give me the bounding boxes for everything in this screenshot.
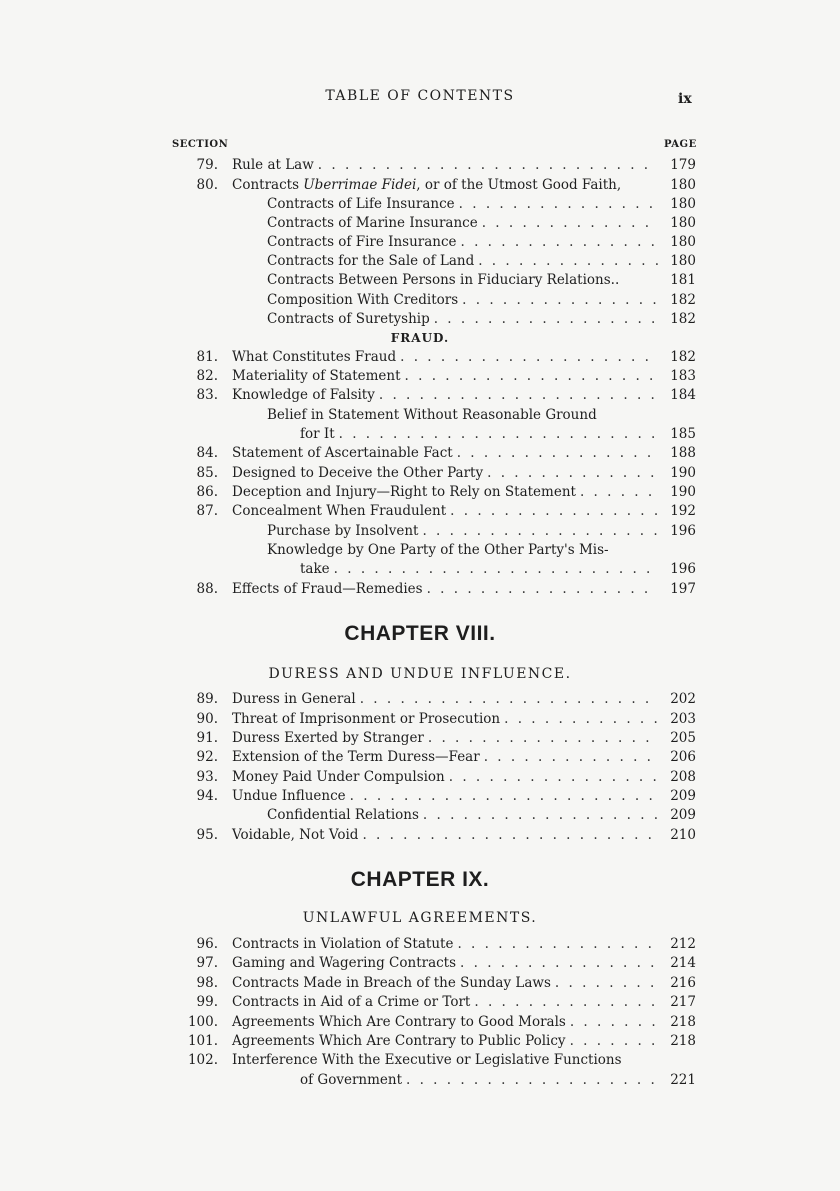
section-number: 95. [196, 827, 218, 843]
entry-title: Agreements Which Are Contrary to Good Morals [232, 1014, 566, 1030]
entry-page: 180 [670, 234, 696, 250]
toc-entry [0, 443, 840, 463]
toc-entry [0, 366, 840, 386]
toc-entry [0, 992, 840, 1012]
section-column-label: SECTION [172, 139, 229, 150]
toc-entry [0, 482, 840, 502]
section-number: 90. [196, 711, 218, 727]
section-number: 94. [196, 788, 218, 804]
entry-page: 206 [670, 749, 696, 765]
toc-entry [0, 463, 840, 483]
section-number: 99. [196, 994, 218, 1010]
entry-page: 210 [670, 827, 696, 843]
entry-title: What Constitutes Fraud [232, 349, 397, 365]
section-number: 79. [196, 157, 218, 173]
chapter-viii-heading: CHAPTER VIII. [344, 622, 496, 645]
toc-subentry [0, 309, 840, 329]
entry-page: 182 [670, 292, 696, 308]
toc-entry [0, 709, 840, 729]
chapter-ix-heading: CHAPTER IX. [350, 868, 490, 891]
section-number: 91. [196, 730, 218, 746]
entry-page: 188 [670, 445, 696, 461]
toc-subentry [0, 194, 840, 214]
entry-title: Contracts in Aid of a Crime or Tort [232, 994, 471, 1010]
entry-page: 180 [670, 177, 696, 193]
entry-title: Contracts Uberrimae Fidei, or of the Utmost Good Faith, [232, 177, 622, 193]
entry-title: Contracts Made in Breach of the Sunday Laws [232, 975, 551, 991]
chapter-viii-subtitle: DURESS AND UNDUE INFLUENCE. [268, 666, 572, 682]
chapter-ix-subtitle: UNLAWFUL AGREEMENTS. [302, 910, 538, 926]
toc-subentry [0, 559, 840, 579]
entry-title: for It [300, 426, 335, 442]
entry-page: 216 [670, 975, 696, 991]
toc-entry [0, 579, 840, 599]
toc-subentry [0, 405, 840, 425]
entry-title: Deception and Injury—Right to Rely on Statement [232, 484, 576, 500]
entry-title: Concealment When Fraudulent [232, 503, 447, 519]
entry-title: Contracts of Life Insurance [267, 196, 455, 212]
entry-title: Contracts of Fire Insurance [267, 234, 457, 250]
entry-title: Threat of Imprisonment or Prosecution [232, 711, 501, 727]
toc-subentry [0, 213, 840, 233]
fraud-subheading: FRAUD. [390, 331, 450, 345]
entry-title: Rule at Law [232, 157, 314, 173]
entry-page: 179 [670, 157, 696, 173]
section-number: 83. [196, 387, 218, 403]
section-number: 80. [196, 177, 218, 193]
toc-entry [0, 1012, 840, 1032]
entry-page: 180 [670, 196, 696, 212]
entry-title: Contracts Between Persons in Fiduciary Relations.. [267, 272, 620, 288]
entry-title: Gaming and Wagering Contracts [232, 955, 457, 971]
toc-entry [0, 175, 840, 195]
entry-page: 196 [670, 523, 696, 539]
toc-entry [0, 728, 840, 748]
toc-subentry [0, 290, 840, 310]
entry-title: Designed to Deceive the Other Party [232, 465, 484, 481]
toc-subentry [0, 424, 840, 444]
section-number: 101. [187, 1033, 218, 1049]
toc-subentry [0, 521, 840, 541]
entry-title: Materiality of Statement [232, 368, 401, 384]
toc-entry [0, 934, 840, 954]
entry-title: Voidable, Not Void [232, 827, 359, 843]
entry-page: 190 [670, 484, 696, 500]
section-number: 100. [187, 1014, 218, 1030]
entry-page: 205 [670, 730, 696, 746]
entry-title: Knowledge by One Party of the Other Party's Mis- [267, 542, 609, 558]
entry-page: 218 [670, 1033, 696, 1049]
entry-page: 184 [670, 387, 696, 403]
entry-title: Contracts of Suretyship [267, 311, 430, 327]
toc-entry [0, 973, 840, 993]
entry-page: 181 [670, 272, 696, 288]
entry-title: Duress Exerted by Stranger [232, 730, 424, 746]
entry-page: 192 [670, 503, 696, 519]
entry-title: Contracts in Violation of Statute [232, 936, 454, 952]
toc-subentry [0, 251, 840, 271]
section-number: 92. [196, 749, 218, 765]
section-number: 84. [196, 445, 218, 461]
section-number: 87. [196, 503, 218, 519]
page-column-label: PAGE [664, 139, 697, 150]
toc-entry [0, 501, 840, 521]
entry-page: 180 [670, 253, 696, 269]
entry-title: Effects of Fraud—Remedies [232, 581, 423, 597]
entry-title: Statement of Ascertainable Fact [232, 445, 453, 461]
section-number: 86. [196, 484, 218, 500]
entry-page: 218 [670, 1014, 696, 1030]
entry-title: Money Paid Under Compulsion [232, 769, 445, 785]
page-number: ix [678, 91, 692, 107]
entry-title: Interference With the Executive or Legislative Functions [232, 1052, 622, 1068]
entry-title: Knowledge of Falsity [232, 387, 375, 403]
toc-subentry [0, 540, 840, 560]
entry-page: 208 [670, 769, 696, 785]
entry-page: 196 [670, 561, 696, 577]
entry-page: 190 [670, 465, 696, 481]
section-number: 81. [196, 349, 218, 365]
entry-page: 180 [670, 215, 696, 231]
entry-title: of Government [300, 1072, 403, 1088]
entry-page: 182 [670, 311, 696, 327]
entry-page: 212 [670, 936, 696, 952]
entry-title: Belief in Statement Without Reasonable Ground [267, 407, 597, 423]
toc-entry [0, 825, 840, 845]
entry-page: 202 [670, 691, 696, 707]
section-number: 89. [196, 691, 218, 707]
entry-title: Duress in General [232, 691, 356, 707]
toc-entry [0, 786, 840, 806]
entry-title: Extension of the Term Duress—Fear [232, 749, 480, 765]
toc-subentry [0, 805, 840, 825]
toc-entry [0, 155, 840, 175]
running-title: TABLE OF CONTENTS [325, 88, 515, 104]
entry-page: 185 [670, 426, 696, 442]
section-number: 85. [196, 465, 218, 481]
toc-entry [0, 385, 840, 405]
toc-entry [0, 1031, 840, 1051]
section-number: 102. [187, 1052, 218, 1068]
toc-entry [0, 767, 840, 787]
toc-entry [0, 689, 840, 709]
section-number: 93. [196, 769, 218, 785]
toc-entry [0, 347, 840, 367]
entry-page: 214 [670, 955, 696, 971]
entry-page: 209 [670, 807, 696, 823]
entry-title: Contracts for the Sale of Land [267, 253, 475, 269]
entry-page: 209 [670, 788, 696, 804]
entry-title: Purchase by Insolvent [267, 523, 419, 539]
entry-page: 197 [670, 581, 696, 597]
toc-entry [0, 953, 840, 973]
section-number: 96. [196, 936, 218, 952]
section-number: 88. [196, 581, 218, 597]
toc-subentry [0, 232, 840, 252]
toc-entry [0, 1050, 840, 1070]
toc-subentry [0, 1070, 840, 1090]
section-number: 97. [196, 955, 218, 971]
entry-page: 221 [670, 1072, 696, 1088]
section-number: 82. [196, 368, 218, 384]
entry-page: 183 [670, 368, 696, 384]
entry-page: 203 [670, 711, 696, 727]
entry-title: Undue Influence [232, 788, 346, 804]
section-number: 98. [196, 975, 218, 991]
entry-title: Agreements Which Are Contrary to Public Policy [232, 1033, 566, 1049]
entry-title: Contracts of Marine Insurance [267, 215, 478, 231]
toc-entry [0, 747, 840, 767]
entry-title: Confidential Relations [267, 807, 419, 823]
entry-title: Composition With Creditors [267, 292, 459, 308]
entry-page: 217 [670, 994, 696, 1010]
toc-subentry [0, 270, 840, 290]
entry-title: take [300, 561, 330, 577]
entry-page: 182 [670, 349, 696, 365]
